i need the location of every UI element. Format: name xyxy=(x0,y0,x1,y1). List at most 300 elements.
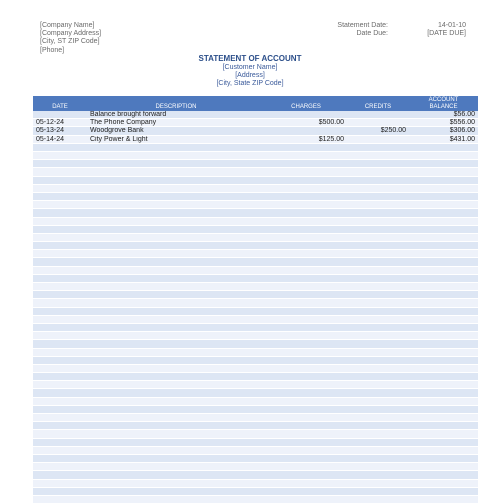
table-row-empty xyxy=(33,463,478,471)
cell-date xyxy=(33,201,87,209)
cell-date xyxy=(33,479,87,487)
cell-charges xyxy=(265,176,347,184)
cell-description xyxy=(87,373,265,381)
table-row-empty xyxy=(33,340,478,348)
cell-charges xyxy=(265,307,347,315)
table-row-empty xyxy=(33,201,478,209)
cell-description xyxy=(87,446,265,454)
cell-description xyxy=(87,348,265,356)
cell-date xyxy=(33,152,87,160)
cell-credits xyxy=(347,405,409,413)
cell-balance xyxy=(409,168,478,176)
cell-date xyxy=(33,356,87,364)
cell-balance xyxy=(409,438,478,446)
cell-balance xyxy=(409,283,478,291)
cell-balance xyxy=(409,348,478,356)
cell-date xyxy=(33,233,87,241)
cell-credits xyxy=(347,119,409,127)
cell-date xyxy=(33,332,87,340)
table-row-empty xyxy=(33,176,478,184)
cell-credits xyxy=(347,201,409,209)
cell-charges: $125.00 xyxy=(265,135,347,143)
table-row-empty xyxy=(33,258,478,266)
cell-date xyxy=(33,397,87,405)
cell-balance xyxy=(409,233,478,241)
cell-date xyxy=(33,111,87,119)
cell-credits xyxy=(347,356,409,364)
cell-charges xyxy=(265,160,347,168)
cell-balance xyxy=(409,242,478,250)
cell-charges xyxy=(265,192,347,200)
cell-charges xyxy=(265,274,347,282)
cell-credits xyxy=(347,242,409,250)
cell-credits xyxy=(347,438,409,446)
cell-description xyxy=(87,176,265,184)
cell-date xyxy=(33,307,87,315)
cell-balance xyxy=(409,389,478,397)
cell-credits xyxy=(347,143,409,151)
cell-description xyxy=(87,168,265,176)
cell-charges xyxy=(265,422,347,430)
cell-charges xyxy=(265,373,347,381)
table-row-empty xyxy=(33,438,478,446)
cell-charges xyxy=(265,471,347,479)
cell-description xyxy=(87,389,265,397)
cell-date xyxy=(33,283,87,291)
table-row-empty xyxy=(33,266,478,274)
table-row-empty xyxy=(33,348,478,356)
cell-description xyxy=(87,454,265,462)
cell-date xyxy=(33,291,87,299)
statement-date-label: Statement Date: xyxy=(337,22,388,29)
cell-balance xyxy=(409,340,478,348)
table-row xyxy=(33,111,478,119)
header-description: DESCRIPTION xyxy=(87,96,265,111)
cell-charges xyxy=(265,414,347,422)
cell-balance xyxy=(409,307,478,315)
cell-balance xyxy=(409,332,478,340)
cell-balance xyxy=(409,430,478,438)
table-row-empty xyxy=(33,291,478,299)
table-row-empty xyxy=(33,242,478,250)
cell-date xyxy=(33,389,87,397)
cell-credits xyxy=(347,111,409,119)
cell-date xyxy=(33,242,87,250)
table-row-empty xyxy=(33,479,478,487)
cell-balance xyxy=(409,446,478,454)
cell-credits xyxy=(347,446,409,454)
cell-date xyxy=(33,430,87,438)
header-charges: CHARGES xyxy=(265,96,347,111)
cell-credits xyxy=(347,291,409,299)
cell-balance xyxy=(409,356,478,364)
cell-balance: $306.00 xyxy=(409,127,478,135)
cell-balance: $56.00 xyxy=(409,111,478,119)
cell-credits xyxy=(347,340,409,348)
cell-description xyxy=(87,471,265,479)
cell-credits: $250.00 xyxy=(347,127,409,135)
table-row xyxy=(33,135,478,143)
cell-balance xyxy=(409,479,478,487)
cell-credits xyxy=(347,283,409,291)
cell-charges xyxy=(265,389,347,397)
customer-name: [Customer Name] xyxy=(222,64,278,71)
cell-charges xyxy=(265,299,347,307)
cell-credits xyxy=(347,209,409,217)
table-row-empty xyxy=(33,209,478,217)
cell-date xyxy=(33,299,87,307)
cell-date xyxy=(33,446,87,454)
cell-credits xyxy=(347,364,409,372)
cell-credits xyxy=(347,389,409,397)
cell-date xyxy=(33,184,87,192)
table-row-empty xyxy=(33,160,478,168)
cell-credits xyxy=(347,397,409,405)
company-city: [City, ST ZIP Code] xyxy=(40,38,100,46)
table-row-empty xyxy=(33,152,478,160)
date-info xyxy=(320,22,466,38)
cell-charges xyxy=(265,446,347,454)
header-date: DATE xyxy=(33,96,87,111)
cell-description xyxy=(87,209,265,217)
cell-credits xyxy=(347,258,409,266)
cell-date: 05-13-24 xyxy=(33,127,87,135)
cell-date xyxy=(33,258,87,266)
cell-credits xyxy=(347,233,409,241)
cell-balance xyxy=(409,266,478,274)
cell-charges xyxy=(265,283,347,291)
cell-charges xyxy=(265,201,347,209)
cell-description xyxy=(87,217,265,225)
cell-balance xyxy=(409,364,478,372)
cell-credits xyxy=(347,250,409,258)
cell-date xyxy=(33,495,87,503)
cell-description xyxy=(87,487,265,495)
cell-date xyxy=(33,364,87,372)
cell-description xyxy=(87,143,265,151)
cell-date xyxy=(33,340,87,348)
cell-description xyxy=(87,397,265,405)
cell-description xyxy=(87,430,265,438)
cell-description xyxy=(87,307,265,315)
cell-balance xyxy=(409,463,478,471)
table-header-row xyxy=(33,96,478,111)
cell-description xyxy=(87,323,265,331)
cell-balance xyxy=(409,160,478,168)
table-row-empty xyxy=(33,446,478,454)
cell-description xyxy=(87,152,265,160)
table-row-empty xyxy=(33,471,478,479)
cell-balance xyxy=(409,176,478,184)
cell-description xyxy=(87,422,265,430)
cell-charges xyxy=(265,463,347,471)
cell-credits xyxy=(347,323,409,331)
table-row-empty xyxy=(33,381,478,389)
cell-charges xyxy=(265,405,347,413)
cell-credits xyxy=(347,192,409,200)
cell-charges xyxy=(265,495,347,503)
cell-balance xyxy=(409,274,478,282)
cell-description xyxy=(87,242,265,250)
cell-description xyxy=(87,283,265,291)
cell-credits xyxy=(347,348,409,356)
cell-charges xyxy=(265,381,347,389)
cell-description xyxy=(87,184,265,192)
cell-credits xyxy=(347,479,409,487)
cell-date xyxy=(33,176,87,184)
cell-description xyxy=(87,495,265,503)
cell-description xyxy=(87,266,265,274)
cell-balance xyxy=(409,152,478,160)
cell-credits xyxy=(347,430,409,438)
cell-credits xyxy=(347,315,409,323)
cell-balance xyxy=(409,184,478,192)
cell-balance: $431.00 xyxy=(409,135,478,143)
due-date-value: [DATE DUE] xyxy=(427,30,466,38)
table-row-empty xyxy=(33,168,478,176)
table-row-empty xyxy=(33,487,478,495)
cell-balance xyxy=(409,201,478,209)
table-row-empty xyxy=(33,315,478,323)
cell-date xyxy=(33,454,87,462)
cell-credits xyxy=(347,471,409,479)
cell-credits xyxy=(347,495,409,503)
cell-date xyxy=(33,381,87,389)
cell-charges xyxy=(265,315,347,323)
cell-charges xyxy=(265,340,347,348)
table-row-empty xyxy=(33,184,478,192)
cell-credits xyxy=(347,381,409,389)
table-row-empty xyxy=(33,323,478,331)
cell-description xyxy=(87,274,265,282)
cell-balance xyxy=(409,373,478,381)
cell-description xyxy=(87,438,265,446)
cell-date xyxy=(33,438,87,446)
cell-charges xyxy=(265,225,347,233)
header-account-balance xyxy=(409,96,478,111)
cell-charges xyxy=(265,454,347,462)
company-name: [Company Name] xyxy=(40,22,95,29)
cell-balance xyxy=(409,405,478,413)
cell-charges xyxy=(265,233,347,241)
cell-description xyxy=(87,258,265,266)
table-row-empty xyxy=(33,495,478,503)
cell-balance xyxy=(409,495,478,503)
cell-description xyxy=(87,233,265,241)
cell-description xyxy=(87,340,265,348)
cell-balance xyxy=(409,422,478,430)
cell-description xyxy=(87,192,265,200)
cell-description xyxy=(87,414,265,422)
statement-table xyxy=(33,96,478,504)
cell-balance xyxy=(409,192,478,200)
cell-description xyxy=(87,381,265,389)
cell-balance xyxy=(409,299,478,307)
cell-credits xyxy=(347,152,409,160)
cell-description xyxy=(87,291,265,299)
table-row-empty xyxy=(33,299,478,307)
cell-credits xyxy=(347,274,409,282)
cell-date xyxy=(33,315,87,323)
table-row xyxy=(33,119,478,127)
table-row-empty xyxy=(33,250,478,258)
cell-description: Woodgrove Bank xyxy=(87,127,265,135)
table-row-empty xyxy=(33,454,478,462)
cell-credits xyxy=(347,307,409,315)
table-row-empty xyxy=(33,364,478,372)
cell-description xyxy=(87,201,265,209)
cell-balance xyxy=(409,217,478,225)
cell-date xyxy=(33,209,87,217)
cell-charges xyxy=(265,332,347,340)
table-row xyxy=(33,127,478,135)
cell-description xyxy=(87,463,265,471)
cell-charges xyxy=(265,356,347,364)
statement-date-value: 14-01-10 xyxy=(437,22,466,29)
cell-description: The Phone Company xyxy=(87,119,265,127)
cell-date xyxy=(33,463,87,471)
customer-city: [City, State ZIP Code] xyxy=(216,80,284,88)
cell-balance xyxy=(409,225,478,233)
cell-date xyxy=(33,143,87,151)
cell-date xyxy=(33,373,87,381)
cell-description xyxy=(87,332,265,340)
table-row-empty xyxy=(33,389,478,397)
cell-credits xyxy=(347,463,409,471)
company-info xyxy=(40,22,101,55)
cell-credits xyxy=(347,266,409,274)
cell-description xyxy=(87,356,265,364)
table-row-empty xyxy=(33,283,478,291)
cell-description: City Power & Light xyxy=(87,135,265,143)
cell-charges xyxy=(265,323,347,331)
company-address: [Company Address] xyxy=(40,30,102,38)
cell-charges xyxy=(265,438,347,446)
cell-date xyxy=(33,422,87,430)
table-row-empty xyxy=(33,233,478,241)
cell-credits xyxy=(347,217,409,225)
cell-description: Balance brought forward xyxy=(87,111,265,119)
customer-address: [Address] xyxy=(235,72,265,80)
cell-credits xyxy=(347,422,409,430)
table-body xyxy=(33,111,478,504)
table-row-empty xyxy=(33,332,478,340)
cell-balance xyxy=(409,454,478,462)
cell-charges xyxy=(265,397,347,405)
cell-date xyxy=(33,323,87,331)
cell-balance xyxy=(409,250,478,258)
cell-balance xyxy=(409,397,478,405)
cell-description xyxy=(87,250,265,258)
cell-charges xyxy=(265,250,347,258)
table-row-empty xyxy=(33,356,478,364)
cell-description xyxy=(87,225,265,233)
cell-charges xyxy=(265,430,347,438)
cell-charges xyxy=(265,258,347,266)
cell-balance xyxy=(409,323,478,331)
cell-charges xyxy=(265,111,347,119)
table-row-empty xyxy=(33,225,478,233)
cell-balance xyxy=(409,291,478,299)
cell-balance xyxy=(409,414,478,422)
cell-credits xyxy=(347,184,409,192)
cell-charges xyxy=(265,364,347,372)
table-row-empty xyxy=(33,274,478,282)
table-row-empty xyxy=(33,373,478,381)
cell-credits xyxy=(347,332,409,340)
table-row-empty xyxy=(33,414,478,422)
header-credits: CREDITS xyxy=(347,96,409,111)
cell-balance xyxy=(409,209,478,217)
table-row-empty xyxy=(33,405,478,413)
cell-balance xyxy=(409,487,478,495)
cell-balance xyxy=(409,143,478,151)
cell-date xyxy=(33,160,87,168)
statement-title: STATEMENT OF ACCOUNT xyxy=(198,54,302,63)
cell-date xyxy=(33,250,87,258)
table-row-empty xyxy=(33,422,478,430)
cell-charges xyxy=(265,127,347,135)
cell-credits xyxy=(347,176,409,184)
cell-description xyxy=(87,364,265,372)
cell-credits xyxy=(347,160,409,168)
statement-heading xyxy=(0,54,500,89)
cell-description xyxy=(87,479,265,487)
cell-balance xyxy=(409,315,478,323)
cell-charges xyxy=(265,242,347,250)
cell-credits xyxy=(347,299,409,307)
cell-charges xyxy=(265,487,347,495)
cell-charges xyxy=(265,291,347,299)
cell-balance xyxy=(409,471,478,479)
cell-balance: $556.00 xyxy=(409,119,478,127)
cell-credits xyxy=(347,168,409,176)
company-phone: [Phone] xyxy=(40,46,65,54)
cell-description xyxy=(87,315,265,323)
cell-description xyxy=(87,299,265,307)
table-row-empty xyxy=(33,307,478,315)
cell-date xyxy=(33,192,87,200)
table-row-empty xyxy=(33,143,478,151)
cell-charges xyxy=(265,266,347,274)
cell-date xyxy=(33,266,87,274)
cell-charges xyxy=(265,479,347,487)
cell-description xyxy=(87,405,265,413)
cell-date xyxy=(33,348,87,356)
cell-date: 05-12-24 xyxy=(33,119,87,127)
cell-credits xyxy=(347,487,409,495)
header-balance-line2: BALANCE xyxy=(429,104,458,110)
cell-charges xyxy=(265,152,347,160)
cell-date xyxy=(33,471,87,479)
cell-charges xyxy=(265,348,347,356)
table-row-empty xyxy=(33,217,478,225)
cell-charges xyxy=(265,217,347,225)
cell-credits xyxy=(347,454,409,462)
table-row-empty xyxy=(33,397,478,405)
cell-date xyxy=(33,274,87,282)
cell-date xyxy=(33,405,87,413)
cell-credits xyxy=(347,414,409,422)
due-date-label: Date Due: xyxy=(356,30,388,38)
cell-date xyxy=(33,225,87,233)
cell-description xyxy=(87,160,265,168)
cell-credits xyxy=(347,225,409,233)
table-row-empty xyxy=(33,430,478,438)
cell-balance xyxy=(409,258,478,266)
cell-charges: $500.00 xyxy=(265,119,347,127)
header-balance-line1: ACCOUNT xyxy=(428,97,459,103)
